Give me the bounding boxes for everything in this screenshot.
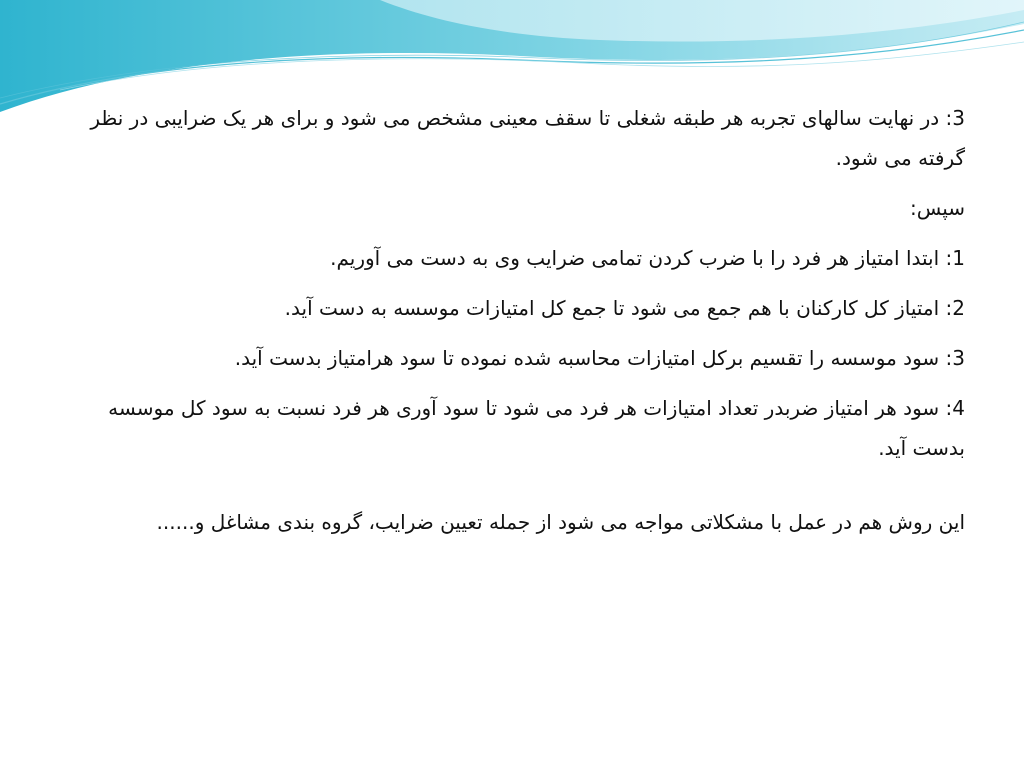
paragraph-step1-individual-score: 1: ابتدا امتیاز هر فرد را با ضرب کردن تمامی ضرایب وی به دست می آوریم.: [330, 246, 965, 270]
paragraph-method-problems: این روش هم در عمل با مشکلاتی مواجه می شود از جمله تعیین ضرایب، گروه بندی مشاغل و......: [156, 510, 965, 534]
slide-body: [60, 98, 965, 552]
paragraph-step3-profit-per-point: 3: سود موسسه را تقسیم برکل امتیازات محاسبه شده نموده تا سود هرامتیاز بدست آید.: [234, 346, 965, 370]
paragraph-step2-total-score: 2: امتیاز کل کارکنان با هم جمع می شود تا جمع کل امتیازات موسسه به دست آید.: [284, 296, 965, 320]
paragraph-step4-individual-profit: 4: سود هر امتیاز ضربدر تعداد امتیازات هر فرد می شود تا سود آوری هر فرد نسبت به سود کل موسسه بدست آید.: [108, 396, 965, 460]
paragraph-then: سپس:: [909, 196, 965, 220]
paragraph-step3-experience: 3: در نهایت سالهای تجربه هر طبقه شغلی تا سقف معینی مشخص می شود و برای هر یک ضرایبی در نظر گرفته می شود.: [90, 106, 965, 170]
